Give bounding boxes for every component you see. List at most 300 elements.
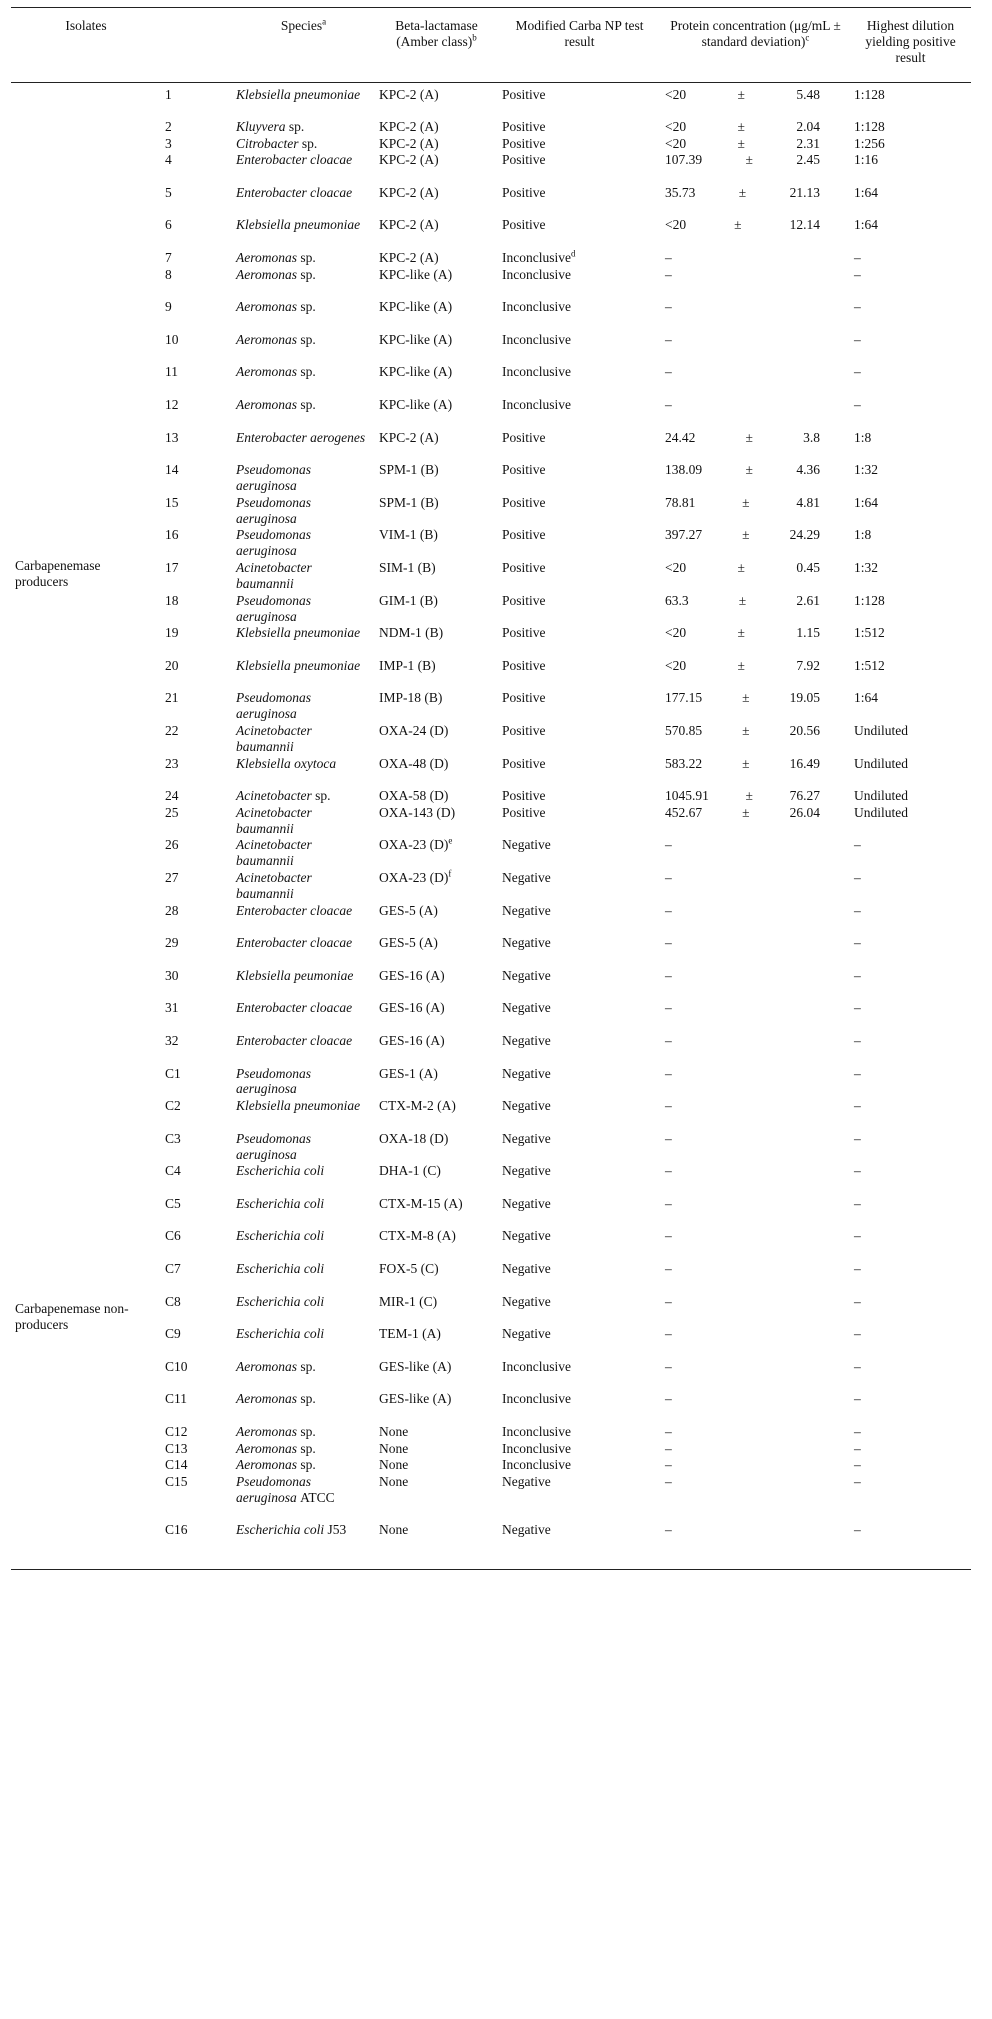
species [232, 217, 375, 250]
species-suffix: sp. [300, 1358, 316, 1374]
result-text: Inconclusive [502, 250, 571, 266]
conc-value: 570.85 [665, 722, 703, 738]
dilution [850, 430, 971, 463]
beta-lactamase [375, 625, 498, 658]
result-text: Negative [502, 1000, 551, 1016]
protein-value [665, 119, 846, 135]
protein-conc [661, 903, 850, 936]
genus: Acinetobacter [236, 804, 312, 820]
dilution [850, 462, 971, 495]
beta-text: OXA-24 (D) [379, 722, 449, 738]
epithet: baumannii [236, 820, 294, 836]
genus: Escherichia [236, 1293, 301, 1309]
carba-result [498, 788, 661, 805]
std-dev: 2.04 [796, 119, 820, 135]
genus: Escherichia [236, 1326, 301, 1342]
beta-lactamase [375, 723, 498, 756]
isolate-id [161, 1391, 232, 1424]
beta-text: GES-16 (A) [379, 1000, 445, 1016]
dilution [850, 1033, 971, 1066]
beta-footnote: f [448, 868, 452, 879]
species [232, 968, 375, 1001]
species [232, 185, 375, 218]
conc-value: – [665, 299, 672, 315]
genus: Acinetobacter [236, 869, 312, 885]
beta-text: None [379, 1424, 409, 1440]
dilution [850, 968, 971, 1001]
species-suffix: sp. [300, 1457, 316, 1473]
epithet: pneumoniae [294, 217, 361, 233]
result-text: Inconclusive [502, 397, 571, 413]
protein-conc [661, 1228, 850, 1261]
dilution [850, 299, 971, 332]
isolate-id-text: C16 [165, 1521, 188, 1537]
result-text: Negative [502, 1130, 551, 1146]
epithet: coli [303, 1326, 325, 1342]
genus: Aeromonas [236, 1358, 297, 1374]
isolate-id-text: 14 [165, 462, 179, 478]
beta-lactamase [375, 560, 498, 593]
beta-lactamase [375, 185, 498, 218]
epithet: cloacae [310, 184, 353, 200]
dilution [850, 217, 971, 250]
genus: Klebsiella [236, 755, 291, 771]
dilution [850, 903, 971, 936]
species [232, 1000, 375, 1033]
beta-text: OXA-143 (D) [379, 804, 456, 820]
beta-lactamase [375, 527, 498, 560]
dilution [850, 267, 971, 300]
protein-conc [661, 1131, 850, 1164]
dilution-text: 1:8 [854, 527, 872, 543]
species-suffix: sp. [300, 299, 316, 315]
carba-result [498, 1163, 661, 1196]
dilution-text: – [854, 266, 861, 282]
protein-conc [661, 1441, 850, 1458]
conc-value: – [665, 1032, 672, 1048]
genus: Enterobacter [236, 935, 307, 951]
result-text: Positive [502, 429, 546, 445]
result-text: Negative [502, 1521, 551, 1537]
dilution-text: 1:256 [854, 135, 885, 151]
dilution-text: – [854, 1358, 861, 1374]
species [232, 1196, 375, 1229]
isolate-id [161, 332, 232, 365]
beta-lactamase [375, 1163, 498, 1196]
beta-lactamase [375, 1359, 498, 1392]
plus-minus: ± [742, 755, 750, 771]
genus: Aeromonas [236, 250, 297, 266]
genus: Kluyvera [236, 119, 286, 135]
protein-conc [661, 332, 850, 365]
isolate-id-text: 28 [165, 902, 179, 918]
dilution-text: 1:128 [854, 87, 885, 102]
isolate-id [161, 527, 232, 560]
conc-value: – [665, 1440, 672, 1456]
result-text: Positive [502, 87, 546, 102]
epithet: baumannii [236, 738, 294, 754]
isolate-id-text: C12 [165, 1424, 188, 1440]
beta-lactamase [375, 935, 498, 968]
protein-conc [661, 250, 850, 267]
genus: Escherichia [236, 1195, 301, 1211]
conc-value: – [665, 1521, 672, 1537]
beta-text: GES-16 (A) [379, 1032, 445, 1048]
beta-text: IMP-1 (B) [379, 657, 436, 673]
protein-conc [661, 267, 850, 300]
isolate-id-text: 31 [165, 1000, 179, 1016]
isolate-id-text: 12 [165, 397, 179, 413]
dilution-text: 1:32 [854, 560, 879, 575]
isolate-id [161, 83, 232, 120]
protein-conc [661, 83, 850, 120]
dilution-text: – [854, 1195, 861, 1211]
protein-value [665, 527, 846, 543]
species [232, 690, 375, 723]
beta-text: GES-16 (A) [379, 967, 445, 983]
isolate-id [161, 250, 232, 267]
genus: Aeromonas [236, 331, 297, 347]
result-text: Inconclusive [502, 1358, 571, 1374]
protein-conc [661, 935, 850, 968]
plus-minus: ± [745, 462, 753, 478]
genus: Klebsiella [236, 1098, 291, 1114]
beta-lactamase [375, 756, 498, 789]
result-text: Inconclusive [502, 1391, 571, 1407]
dilution [850, 625, 971, 658]
result-text: Positive [502, 527, 546, 543]
isolate-id [161, 217, 232, 250]
dilution-text: – [854, 1457, 861, 1473]
beta-text: GES-5 (A) [379, 902, 438, 918]
epithet: cloacae [310, 1000, 353, 1016]
conc-value: – [665, 1391, 672, 1407]
beta-lactamase [375, 217, 498, 250]
protein-conc [661, 495, 850, 528]
isolate-id-text: C6 [165, 1228, 181, 1244]
isolate-id-text: 20 [165, 657, 179, 673]
result-text: Positive [502, 119, 546, 135]
isolate-id-text: 7 [165, 250, 172, 266]
dilution-text: Undiluted [854, 755, 908, 771]
epithet: pneumoniae [294, 657, 361, 673]
genus: Enterobacter [236, 902, 307, 918]
carba-result [498, 1474, 661, 1522]
carba-result [498, 1359, 661, 1392]
conc-value: 78.81 [665, 494, 696, 510]
isolate-id-text: 27 [165, 869, 179, 885]
species [232, 1391, 375, 1424]
epithet: baumannii [236, 853, 294, 869]
isolate-id-text: C1 [165, 1065, 181, 1081]
beta-lactamase [375, 250, 498, 267]
beta-lactamase [375, 1424, 498, 1441]
beta-lactamase [375, 1228, 498, 1261]
dilution [850, 1326, 971, 1359]
isolate-id-text: 3 [165, 135, 172, 151]
conc-value: – [665, 1358, 672, 1374]
result-text: Inconclusive [502, 1440, 571, 1456]
epithet: aeruginosa [236, 1146, 297, 1162]
protein-conc [661, 1359, 850, 1392]
protein-conc [661, 805, 850, 838]
conc-value: <20 [665, 87, 687, 102]
genus: Pseudomonas [236, 1130, 311, 1146]
isolate-id-text: 22 [165, 722, 179, 738]
dilution [850, 756, 971, 789]
protein-conc [661, 1457, 850, 1474]
isolate-id-text: C13 [165, 1440, 188, 1456]
data-table [11, 7, 971, 1570]
genus: Aeromonas [236, 397, 297, 413]
conc-value: – [665, 1457, 672, 1473]
protein-conc [661, 756, 850, 789]
beta-footnote: e [448, 835, 453, 846]
beta-text: None [379, 1440, 409, 1456]
carba-result [498, 299, 661, 332]
protein-value [665, 217, 846, 233]
carba-result [498, 1294, 661, 1327]
epithet: coli [303, 1521, 325, 1537]
genus: Aeromonas [236, 1424, 297, 1440]
genus: Pseudomonas [236, 494, 311, 510]
protein-value [665, 136, 846, 152]
beta-lactamase [375, 83, 498, 120]
epithet: peumoniae [294, 967, 354, 983]
carba-result [498, 1424, 661, 1441]
std-dev: 76.27 [789, 788, 820, 804]
dilution-text: – [854, 1130, 861, 1146]
dilution-text: – [854, 1228, 861, 1244]
result-text: Inconclusive [502, 364, 571, 380]
genus: Citrobacter [236, 135, 299, 151]
conc-value: – [665, 1228, 672, 1244]
plus-minus: ± [742, 804, 750, 820]
isolate-id [161, 364, 232, 397]
carba-result [498, 495, 661, 528]
species [232, 462, 375, 495]
carba-result [498, 1228, 661, 1261]
epithet: coli [303, 1163, 325, 1179]
dilution [850, 1474, 971, 1522]
protein-conc [661, 364, 850, 397]
protein-conc [661, 462, 850, 495]
conc-value: 1045.91 [665, 788, 709, 804]
beta-text: CTX-M-2 (A) [379, 1098, 456, 1114]
epithet: cloacae [310, 152, 353, 168]
protein-conc [661, 1066, 850, 1099]
beta-text: SPM-1 (B) [379, 462, 439, 478]
epithet: coli [303, 1293, 325, 1309]
carba-result [498, 1522, 661, 1570]
carba-result [498, 837, 661, 870]
dilution-text: Undiluted [854, 722, 908, 738]
protein-value [665, 756, 846, 772]
beta-text: GES-like (A) [379, 1358, 452, 1374]
dilution-text: – [854, 967, 861, 983]
result-text: Positive [502, 592, 546, 608]
species-suffix: sp. [300, 1391, 316, 1407]
protein-conc [661, 870, 850, 903]
isolate-id [161, 152, 232, 185]
conc-value: <20 [665, 119, 687, 135]
beta-lactamase [375, 462, 498, 495]
conc-value: <20 [665, 657, 687, 673]
conc-value: – [665, 1098, 672, 1114]
beta-lactamase [375, 1441, 498, 1458]
protein-conc [661, 217, 850, 250]
isolate-id-text: 17 [165, 560, 179, 575]
isolate-id [161, 1261, 232, 1294]
protein-value [665, 788, 846, 804]
isolate-id [161, 788, 232, 805]
protein-conc [661, 658, 850, 691]
isolate-id-text: 30 [165, 967, 179, 983]
beta-text: KPC-2 (A) [379, 250, 439, 266]
plus-minus: ± [734, 217, 742, 233]
isolate-id [161, 1294, 232, 1327]
dilution-text: Undiluted [854, 804, 908, 820]
isolate-id [161, 1066, 232, 1099]
carba-result [498, 83, 661, 120]
beta-text: None [379, 1473, 409, 1489]
protein-conc [661, 1391, 850, 1424]
genus: Enterobacter [236, 1032, 307, 1048]
isolate-id [161, 1359, 232, 1392]
conc-value: – [665, 250, 672, 266]
plus-minus: ± [738, 592, 747, 608]
group-label-text: Carbapenemase producers [15, 558, 101, 590]
header-beta-lactamase: Beta-lactamase (Amber class)$^b$ [395, 18, 478, 49]
species [232, 805, 375, 838]
beta-text: IMP-18 (B) [379, 690, 443, 706]
species [232, 1474, 375, 1522]
conc-value: – [665, 1293, 672, 1309]
result-text: Inconclusive [502, 299, 571, 315]
plus-minus: ± [745, 788, 753, 804]
result-text: Inconclusive [502, 331, 571, 347]
isolate-id-text: 10 [165, 331, 179, 347]
carba-result [498, 1033, 661, 1066]
protein-conc [661, 1261, 850, 1294]
plus-minus: ± [742, 722, 750, 738]
epithet: coli [303, 1228, 325, 1244]
result-text: Inconclusive [502, 266, 571, 282]
carba-result [498, 1066, 661, 1099]
beta-text: None [379, 1457, 409, 1473]
dilution-text: – [854, 1261, 861, 1277]
dilution-text: 1:64 [854, 494, 879, 510]
genus: Aeromonas [236, 364, 297, 380]
species [232, 1359, 375, 1392]
conc-value: – [665, 1261, 672, 1277]
dilution-text: 1:64 [854, 690, 879, 706]
result-text: Negative [502, 1163, 551, 1179]
header-isolates: Isolates [65, 18, 107, 33]
isolate-id [161, 1131, 232, 1164]
species [232, 364, 375, 397]
beta-text: KPC-2 (A) [379, 217, 439, 233]
isolate-id-text: C2 [165, 1098, 181, 1114]
species [232, 250, 375, 267]
conc-value: – [665, 364, 672, 380]
dilution-text: – [854, 1326, 861, 1342]
epithet: baumannii [236, 575, 294, 591]
plus-minus: ± [737, 87, 745, 102]
std-dev: 1.15 [796, 625, 820, 641]
std-dev: 3.8 [803, 429, 820, 445]
beta-lactamase [375, 1131, 498, 1164]
beta-lactamase [375, 1066, 498, 1099]
beta-text: CTX-M-8 (A) [379, 1228, 456, 1244]
std-dev: 16.49 [789, 755, 820, 771]
carba-result [498, 1000, 661, 1033]
std-dev: 21.13 [789, 184, 820, 200]
dilution [850, 1391, 971, 1424]
species [232, 527, 375, 560]
std-dev: 2.45 [796, 152, 820, 168]
dilution [850, 1261, 971, 1294]
result-text: Negative [502, 1293, 551, 1309]
epithet: aeruginosa [236, 510, 297, 526]
dilution-text: 1:128 [854, 119, 885, 135]
beta-lactamase [375, 658, 498, 691]
beta-text: KPC-like (A) [379, 364, 453, 380]
protein-conc [661, 185, 850, 218]
carba-result [498, 185, 661, 218]
beta-text: MIR-1 (C) [379, 1293, 438, 1309]
isolate-id-text: C7 [165, 1261, 181, 1277]
conc-value: <20 [665, 217, 687, 233]
species [232, 495, 375, 528]
isolate-id-text: C5 [165, 1195, 181, 1211]
isolate-id [161, 397, 232, 430]
species [232, 136, 375, 153]
beta-lactamase [375, 690, 498, 723]
beta-lactamase [375, 1000, 498, 1033]
result-text: Negative [502, 837, 551, 853]
dilution [850, 658, 971, 691]
std-dev: 5.48 [796, 87, 820, 102]
carba-result [498, 1441, 661, 1458]
isolate-id [161, 756, 232, 789]
header-dilution: Highest dilution yielding positive result [865, 18, 956, 65]
dilution [850, 495, 971, 528]
conc-value: – [665, 1195, 672, 1211]
epithet: cloacae [310, 1032, 353, 1048]
isolate-id-text: 8 [165, 266, 172, 282]
conc-value: 35.73 [665, 184, 696, 200]
conc-value: – [665, 837, 672, 853]
species [232, 1033, 375, 1066]
dilution [850, 1131, 971, 1164]
isolate-id [161, 1000, 232, 1033]
std-dev: 2.31 [796, 135, 820, 151]
carba-result [498, 560, 661, 593]
epithet: cloacae [310, 935, 353, 951]
dilution [850, 1163, 971, 1196]
dilution [850, 250, 971, 267]
dilution-text: – [854, 1065, 861, 1081]
isolate-id [161, 903, 232, 936]
beta-lactamase [375, 903, 498, 936]
beta-text: GIM-1 (B) [379, 592, 438, 608]
carba-result [498, 1457, 661, 1474]
beta-lactamase [375, 805, 498, 838]
dilution-text: – [854, 1473, 861, 1489]
carba-result [498, 217, 661, 250]
isolate-id-text: 1 [165, 87, 172, 102]
